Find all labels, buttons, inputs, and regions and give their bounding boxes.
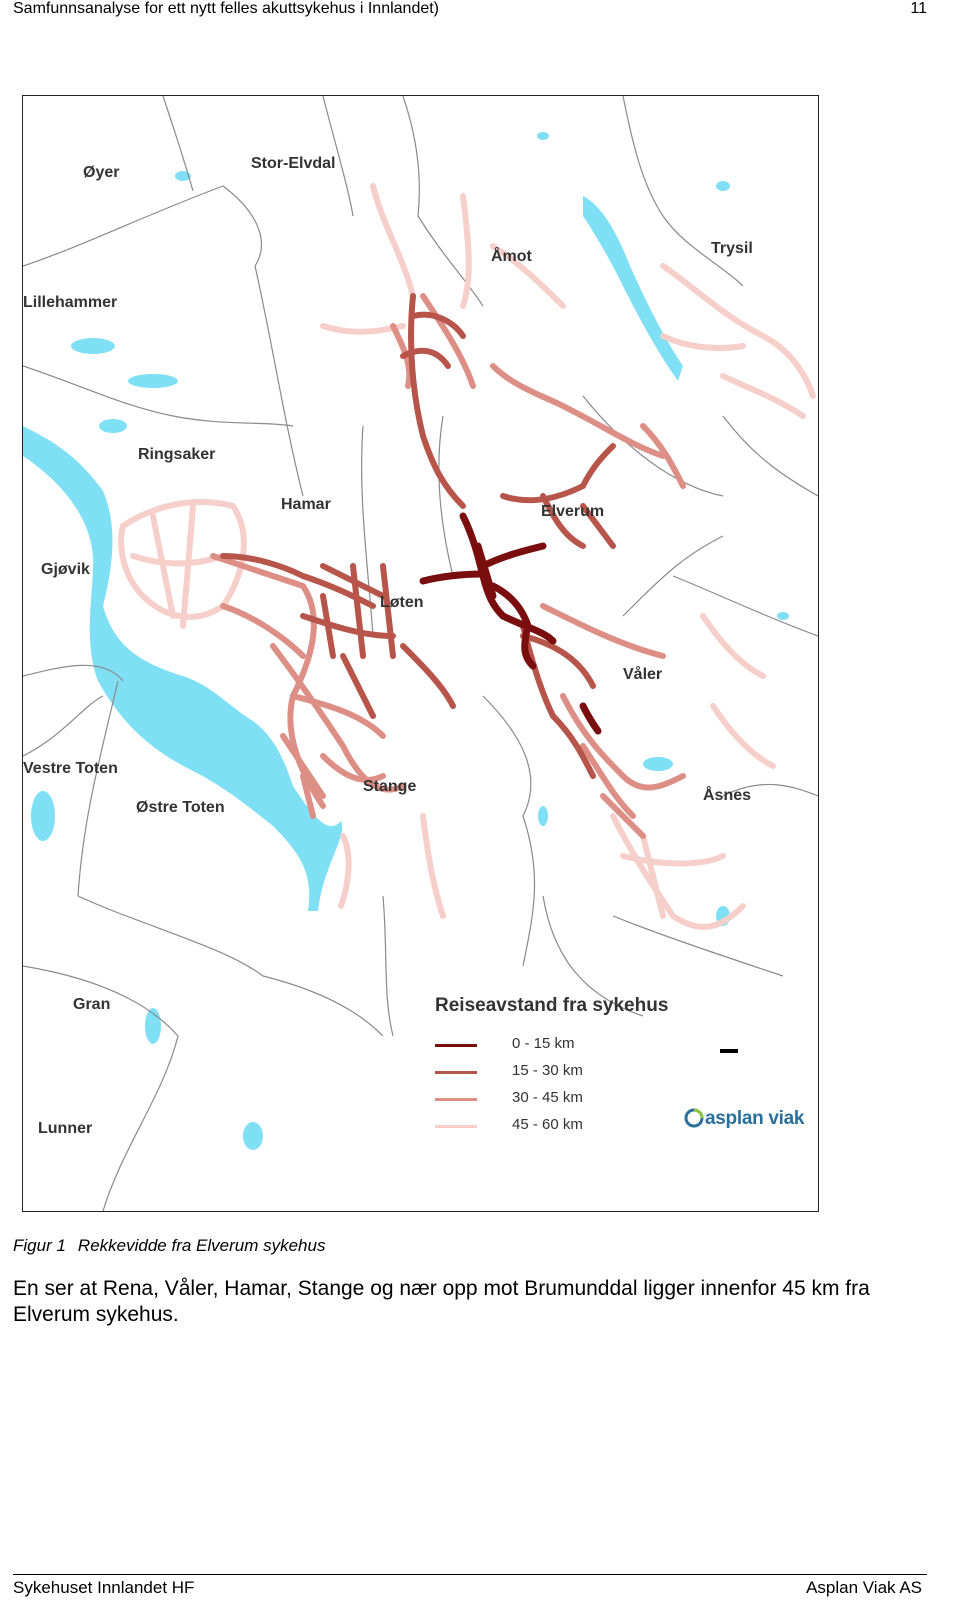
lake-aasnes [643, 757, 673, 771]
lake-east-1 [777, 612, 789, 620]
footer-divider [13, 1574, 927, 1575]
label-valer: Våler [623, 666, 663, 683]
footer-author: Asplan Viak AS [806, 1578, 922, 1597]
footer-organization: Sykehuset Innlandet HF [13, 1578, 195, 1597]
lake-south-1 [243, 1122, 263, 1150]
label-loten: Løten [380, 594, 424, 611]
figure-number: Figur 1 [13, 1236, 66, 1255]
lake-lillehammer-1 [71, 338, 115, 354]
lake-south-2 [538, 806, 548, 826]
lake-north-3 [716, 181, 730, 191]
figure-title: Rekkevidde fra Elverum sykehus [77, 1236, 326, 1255]
label-trysil: Trysil [711, 240, 753, 257]
travel-distance-map [22, 95, 819, 1212]
legend-item-45-60 [435, 1116, 695, 1136]
legend-swatch [435, 1125, 477, 1128]
body-paragraph: En ser at Rena, Våler, Hamar, Stange og nær opp mot Brumunddal ligger innenfor 45 km fra Elverum sykehus. [13, 1277, 870, 1326]
page-number: 11 [910, 0, 927, 17]
lake-upper-east [583, 196, 683, 381]
label-lunner: Lunner [38, 1120, 93, 1137]
legend-swatch [435, 1044, 477, 1047]
lake-vestre-toten [31, 791, 55, 841]
legend-label: 15 - 30 km [512, 1062, 583, 1079]
label-vestre-toten: Vestre Toten [23, 760, 118, 777]
legend-swatch [435, 1071, 477, 1074]
page-header [13, 0, 927, 18]
label-lillehammer: Lillehammer [23, 294, 118, 311]
reach-band-15-30 [223, 296, 613, 776]
label-asnes: Åsnes [703, 787, 752, 804]
label-gjovik: Gjøvik [41, 561, 90, 578]
lake-lillehammer-2 [128, 374, 178, 388]
label-gran: Gran [73, 996, 111, 1013]
lake-north-2 [537, 132, 549, 140]
legend-label: 0 - 15 km [512, 1035, 575, 1052]
legend-item-15-30 [435, 1062, 695, 1082]
label-amot: Åmot [491, 248, 532, 265]
label-stor-elvdal: Stor-Elvdal [251, 155, 336, 172]
lake-ringsaker [99, 419, 127, 433]
label-ostre-toten: Østre Toten [136, 799, 225, 816]
label-stange: Stange [363, 778, 417, 795]
legend-label: 30 - 45 km [512, 1089, 583, 1106]
label-oyer: Øyer [83, 164, 120, 181]
asplan-viak-logo [683, 1103, 805, 1133]
legend-item-0-15 [435, 1035, 695, 1055]
water-bodies [23, 132, 789, 1150]
legend-title: Reiseavstand fra sykehus [435, 995, 669, 1016]
logo-text: asplan viak [705, 1108, 805, 1129]
label-ringsaker: Ringsaker [138, 446, 216, 463]
legend-label: 45 - 60 km [512, 1116, 583, 1133]
scale-bar [720, 1049, 738, 1053]
document-title: Samfunnsanalyse for ett nytt felles akuttsykehus i Innlandet) [13, 0, 440, 17]
municipality-boundaries [23, 96, 818, 1211]
figure-caption [13, 1236, 325, 1256]
legend-swatch [435, 1098, 477, 1101]
logo-mark-icon [683, 1105, 705, 1131]
map-graphics [23, 96, 818, 1211]
legend-item-30-45 [435, 1089, 695, 1109]
label-hamar: Hamar [281, 496, 331, 513]
label-elverum: Elverum [541, 503, 605, 520]
